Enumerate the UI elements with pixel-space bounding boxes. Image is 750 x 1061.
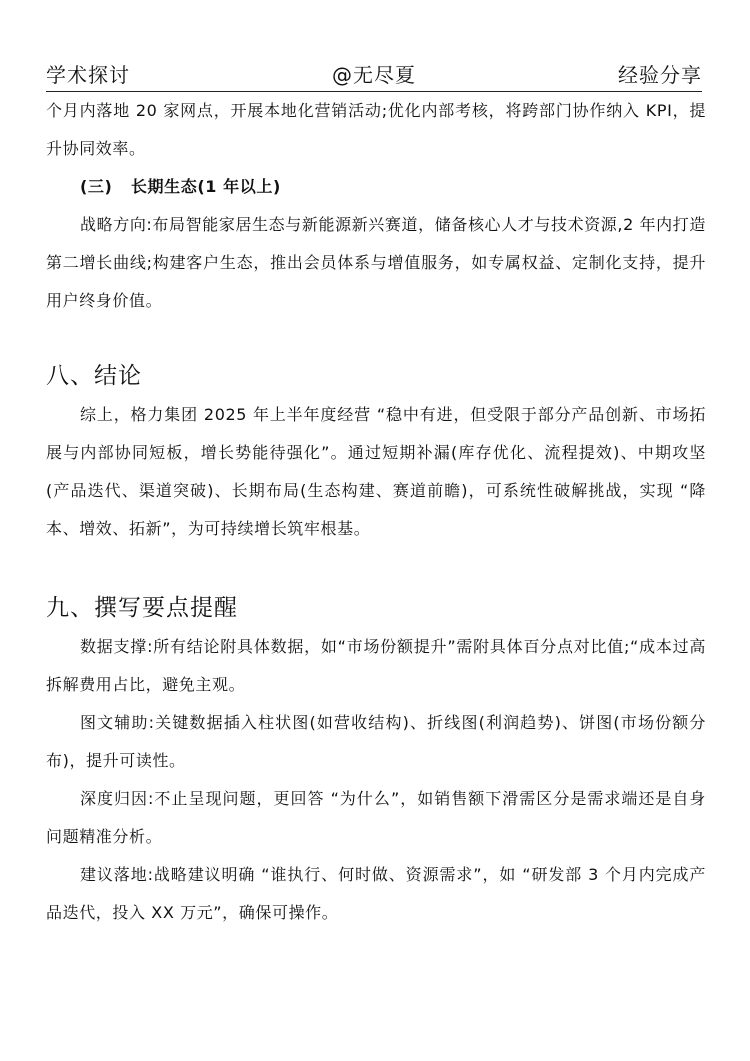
page-header <box>46 56 702 92</box>
header-right-label: 经验分享 <box>618 63 702 87</box>
header-center-label: @无尽夏 <box>332 63 416 87</box>
section-8-paragraph: 综上，格力集团 2025 年上半年度经营 “稳中有进，但受限于部分产品创新、市场拓展与内部协同短板，增长势能待强化”。通过短期补漏(库存优化、流程提效)、中期攻坚(产品迭代、渠道突破)、长期布局(生态构建、赛道前瞻)，可系统性破解挑战，实现 “降本、增效、拓新”，为可持续增长筑牢根基。 <box>46 405 706 538</box>
header-left-label: 学术探讨 <box>46 63 130 87</box>
section-8-title: 八、结论 <box>46 363 142 389</box>
subsection-heading: (三) 长期生态(1 年以上) <box>80 177 281 196</box>
tip-data-support: 数据支撑:所有结论附具体数据，如“市场份额提升”需附具体百分点对比值;“成本过高拆解费用占比，避免主观。 <box>46 637 706 694</box>
tip-root-cause: 深度归因:不止呈现问题，更回答 “为什么”，如销售额下滑需区分是需求端还是自身问题精准分析。 <box>46 789 706 846</box>
tip-actionable: 建议落地:战略建议明确 “谁执行、何时做、资源需求”，如 “研发部 3 个月内完成产品迭代，投入 XX 万元”，确保可操作。 <box>46 865 706 922</box>
tip-visual-aids: 图文辅助:关键数据插入柱状图(如营收结构)、折线图(利润趋势)、饼图(市场份额分布)，提升可读性。 <box>46 713 706 770</box>
document-body <box>46 92 706 932</box>
continued-paragraph: 个月内落地 20 家网点，开展本地化营销活动;优化内部考核，将跨部门协作纳入 KPI，提升协同效率。 <box>46 101 706 158</box>
subsection-paragraph: 战略方向:布局智能家居生态与新能源新兴赛道，储备核心人才与技术资源,2 年内打造第二增长曲线;构建客户生态，推出会员体系与增值服务，如专属权益、定制化支持，提升用户终身价值。 <box>46 215 706 310</box>
section-9-title: 九、撰写要点提醒 <box>46 595 238 621</box>
